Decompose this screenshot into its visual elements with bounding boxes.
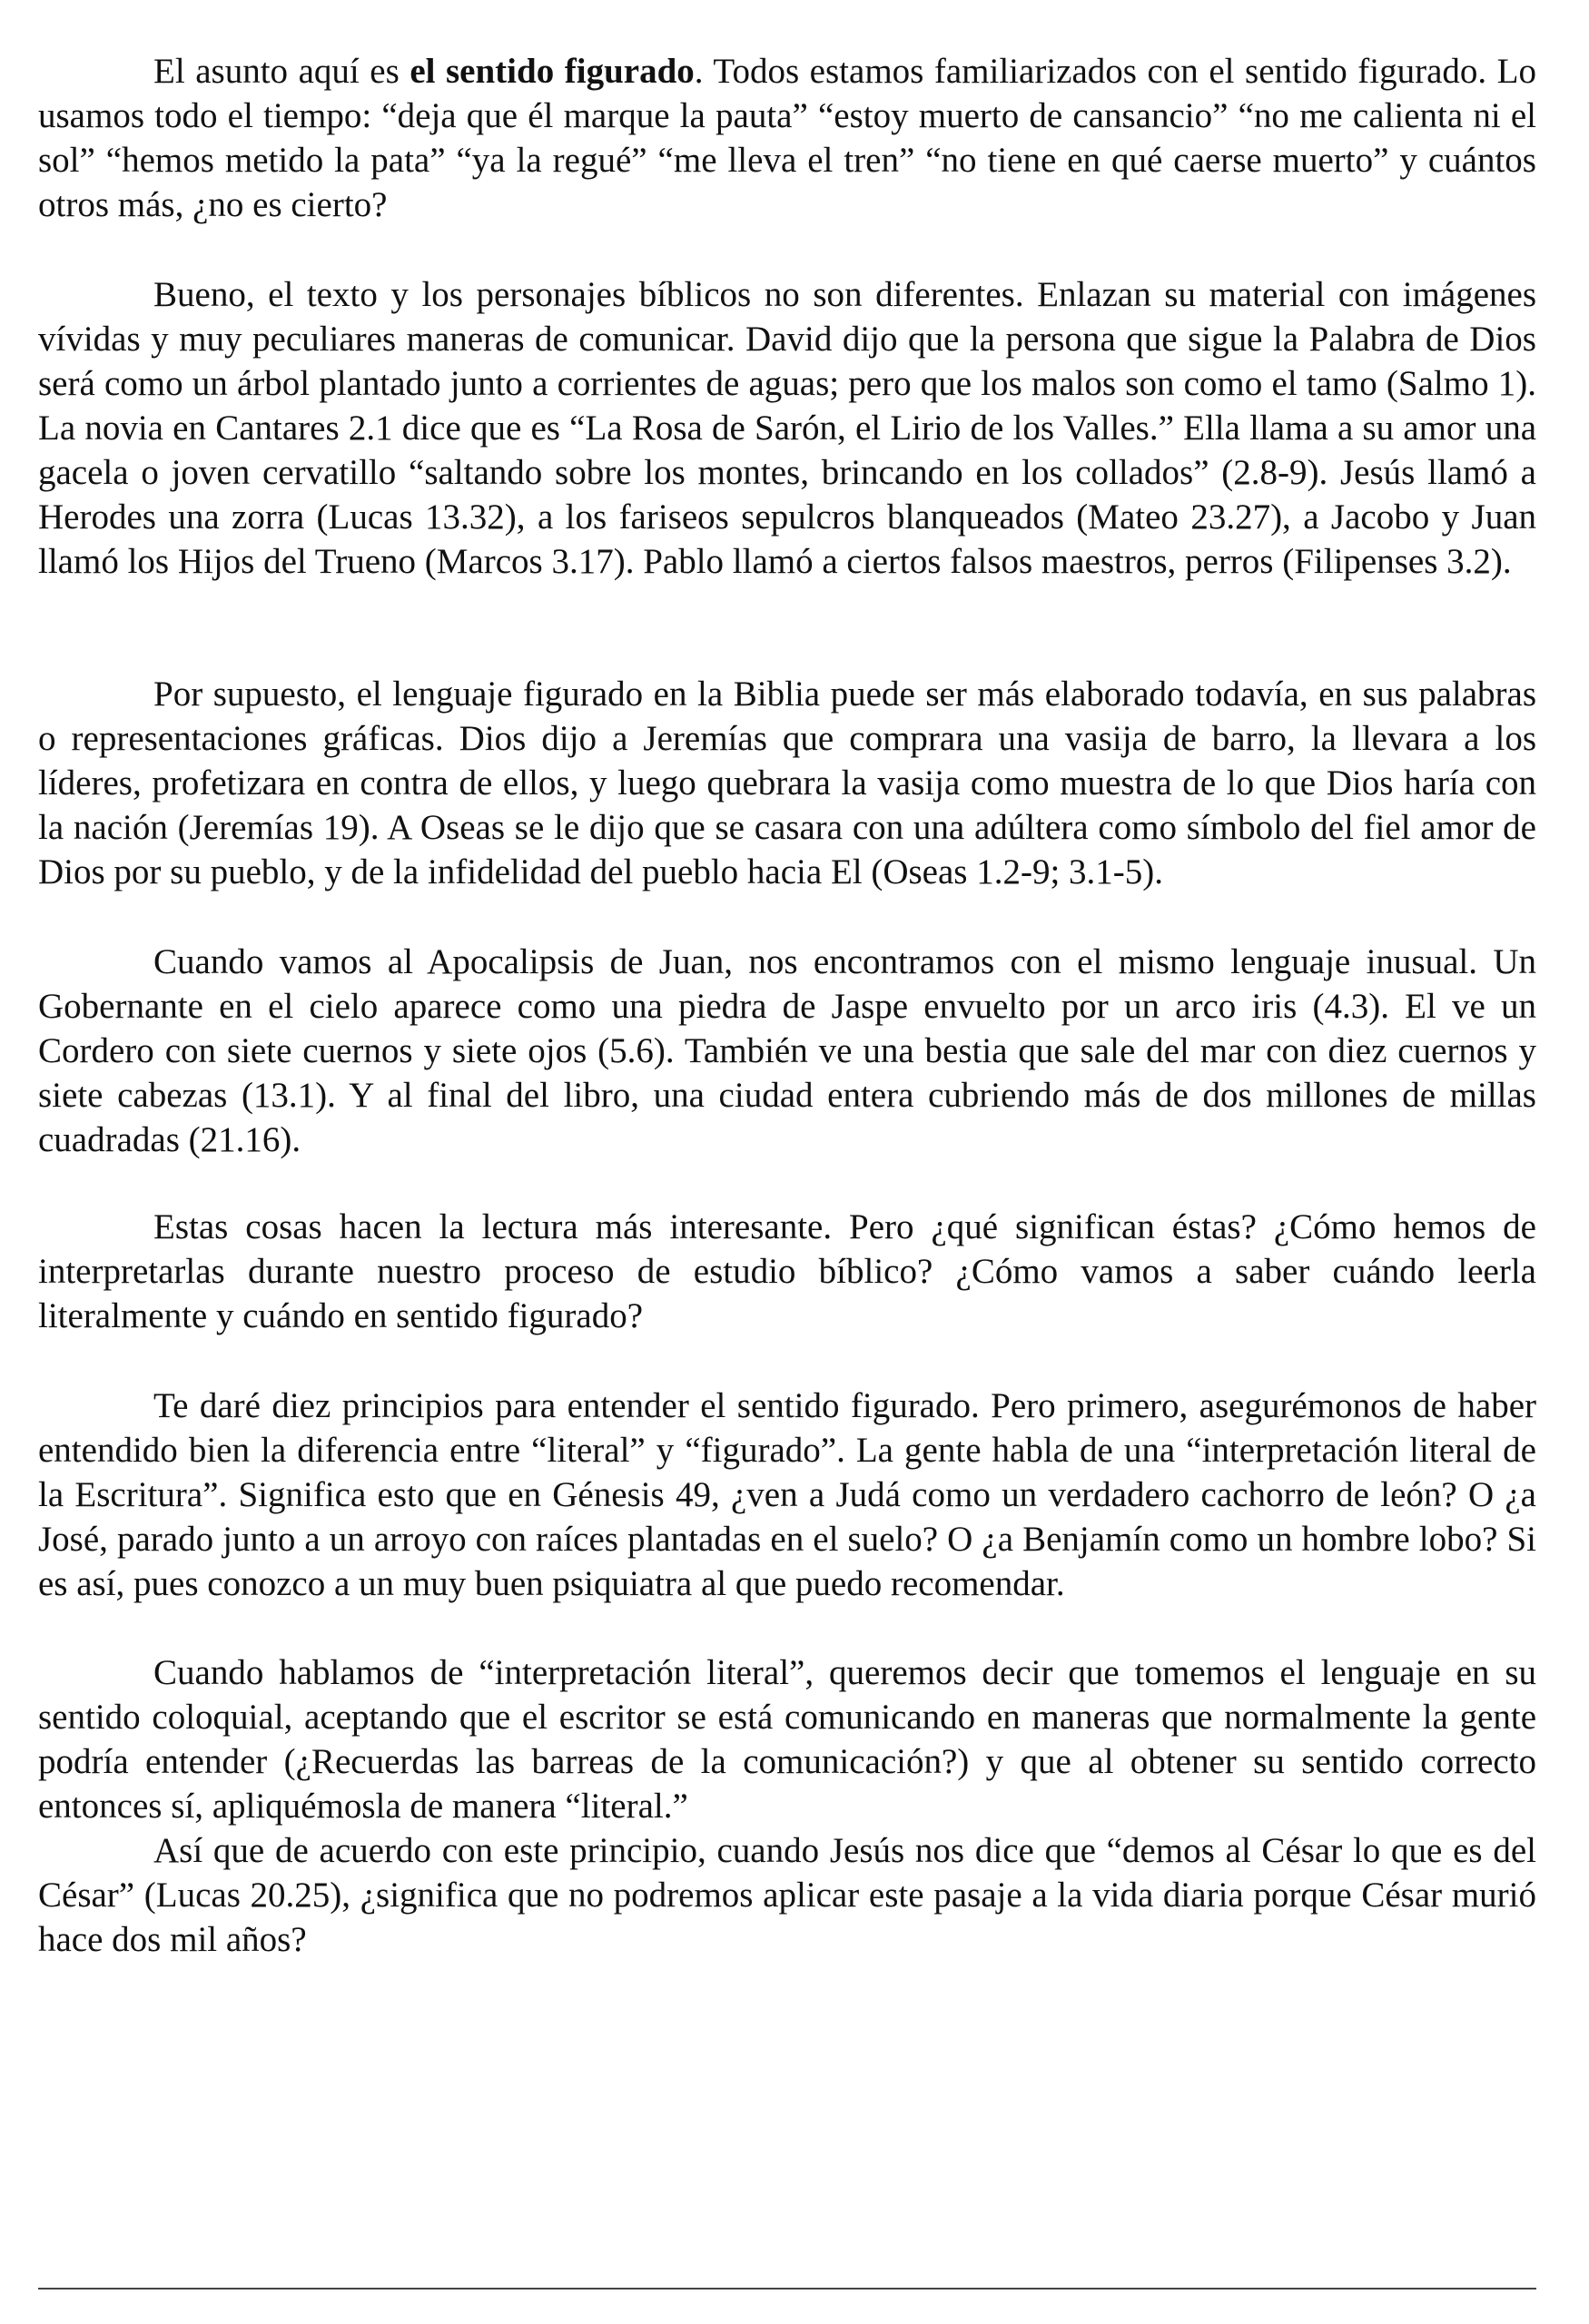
paragraph-8 (38, 1828, 1536, 1962)
paragraph-text: Estas cosas hacen la lectura más interesante. Pero ¿qué significan éstas? ¿Cómo hemos de interpretarlas durante nuestro proceso de estudio bíblico? ¿Cómo vamos a saber cuándo leerla literalmente y cuándo en sentido figurado? (38, 1207, 1536, 1335)
paragraph-text: Por supuesto, el lenguaje figurado en la Biblia puede ser más elaborado todavía, en sus palabras o representaciones gráficas. Dios dijo a Jeremías que comprara una vasija de barro, la llevara a los líderes, profetizara en contra de ellos, y luego quebrara la vasija como muestra de lo que Dios haría con la nación (Jeremías 19). A Oseas se le dijo que se casara con una adúltera como símbolo del fiel amor de Dios por su pueblo, y de la infidelidad del pueblo hacia El (Oseas 1.2-9; 3.1-5). (38, 675, 1536, 891)
paragraph-text: Te daré diez principios para entender el sentido figurado. Pero primero, asegurémonos de haber entendido bien la diferencia entre “literal” y “figurado”. La gente habla de una “interpretación literal de la Escritura”. Significa esto que en Génesis 49, ¿ven a Judá como un verdadero cachorro de león? O ¿a José, parado junto a un arroyo con raíces plantadas en el suelo? O ¿a Benjamín como un hombre lobo? Si es así, pues conozco a un muy buen psiquiatra al que puedo recomendar. (38, 1386, 1536, 1603)
paragraph-lead: El asunto aquí es (153, 52, 410, 91)
paragraph-text: Así que de acuerdo con este principio, cuando Jesús nos dice que “demos al César lo que es del César” (Lucas 20.25), ¿significa que no podremos aplicar este pasaje a la vida diaria porque César murió hace dos mil años? (38, 1831, 1536, 1959)
bold-term: el sentido figurado (410, 52, 695, 91)
paragraph-text: Cuando hablamos de “interpretación literal”, queremos decir que tomemos el lenguaje en su sentido coloquial, aceptando que el escritor se está comunicando en maneras que normalmente la gente podría entender (¿Recuerdas las barreas de la comunicación?) y que al obtener su sentido correcto entonces sí, apliquémosla de manera “literal.” (38, 1653, 1536, 1826)
paragraph-7 (38, 1650, 1536, 1828)
paragraph-4 (38, 940, 1536, 1162)
paragraph-1 (38, 49, 1536, 227)
paragraph-rest: . Todos estamos familiarizados con el sentido figurado. Lo usamos todo el tiempo: “deja que él marque la pauta” “estoy muerto de cansancio” “no me calienta ni el sol” “hemos metido la pata” “ya la regué” “me lleva el tren” “no tiene en qué caerse muerto” y cuántos otros más, ¿no es cierto? (38, 52, 1536, 224)
paragraph-2 (38, 272, 1536, 584)
paragraph-text (38, 49, 1536, 227)
paragraph-text: Cuando vamos al Apocalipsis de Juan, nos encontramos con el mismo lenguaje inusual. Un Gobernante en el cielo aparece como una piedra de Jaspe envuelto por un arco iris (4.3). El ve un Cordero con siete cuernos y siete ojos (5.6). También ve una bestia que sale del mar con diez cuernos y siete cabezas (13.1). Y al final del libro, una ciudad entera cubriendo más de dos millones de millas cuadradas (21.16). (38, 942, 1536, 1159)
paragraph-3 (38, 672, 1536, 894)
paragraph-text: Bueno, el texto y los personajes bíblicos no son diferentes. Enlazan su material con imágenes vívidas y muy peculiares maneras de comunicar. David dijo que la persona que sigue la Palabra de Dios será como un árbol plantado junto a corrientes de aguas; pero que los malos son como el tamo (Salmo 1). La novia en Cantares 2.1 dice que es “La Rosa de Sarón, el Lirio de los Valles.” Ella llama a su amor una gacela o joven cervatillo “saltando sobre los montes, brincando en los collados” (2.8-9). Jesús llamó a Herodes una zorra (Lucas 13.32), a los fariseos sepulcros blanqueados (Mateo 23.27), a Jacobo y Juan llamó los Hijos del Trueno (Marcos 3.17). Pablo llamó a ciertos falsos maestros, perros (Filipenses 3.2). (38, 275, 1536, 581)
paragraph-6 (38, 1384, 1536, 1606)
footer-divider (38, 2288, 1536, 2290)
paragraph-5 (38, 1205, 1536, 1338)
